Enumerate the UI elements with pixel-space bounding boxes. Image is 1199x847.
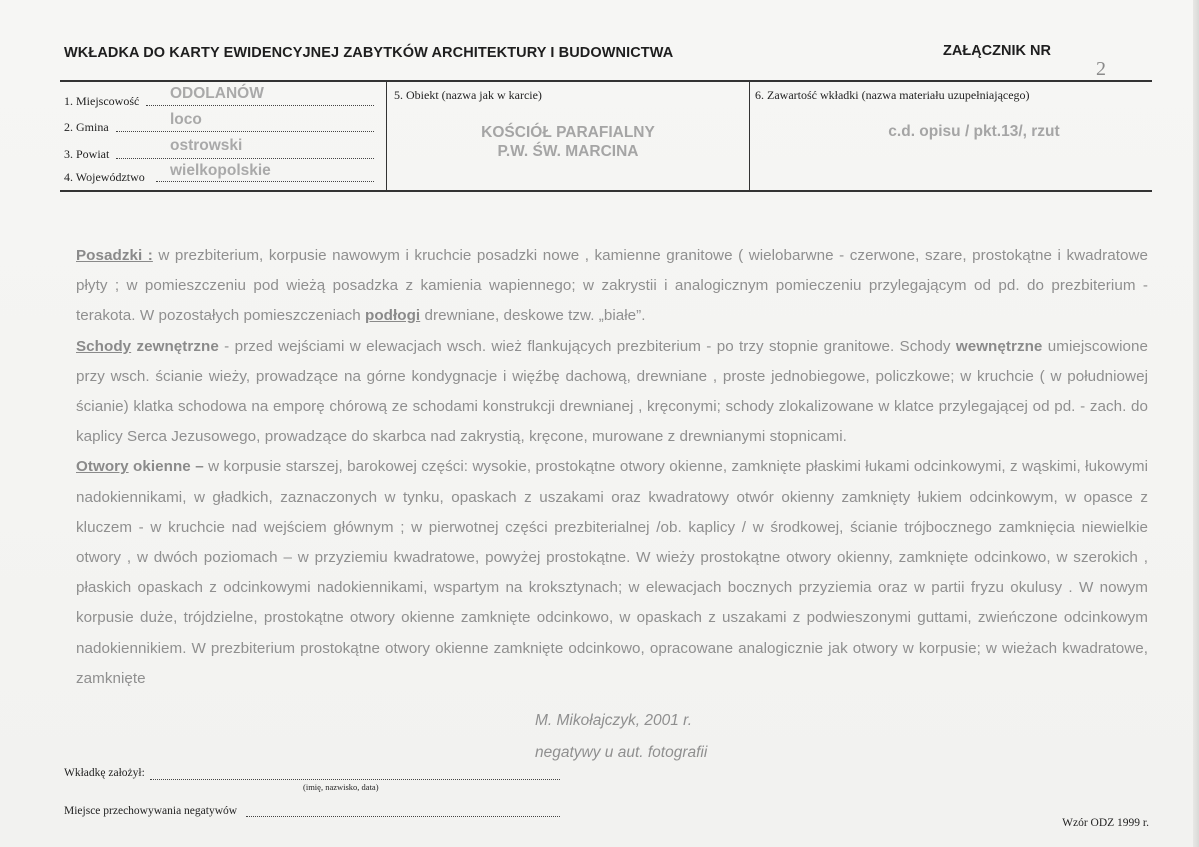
stairs-heading-underlined: Schody bbox=[76, 337, 132, 355]
negatives-storage-dots bbox=[246, 815, 560, 817]
locality-dots bbox=[146, 104, 374, 106]
stairs-heading-rest: zewnętrzne bbox=[131, 337, 219, 355]
voivodeship-field bbox=[64, 170, 145, 185]
locality-label: 1. Miejscowość bbox=[64, 94, 140, 108]
table-bottom-border bbox=[60, 190, 1152, 192]
created-by-dots bbox=[150, 778, 560, 780]
locality-value: ODOLANÓW bbox=[170, 85, 264, 102]
district-field bbox=[64, 147, 109, 162]
object-label: 5. Obiekt (nazwa jak w karcie) bbox=[394, 88, 542, 102]
floors-keyword: podłogi bbox=[365, 307, 421, 325]
windows-text: w korpusie starszej, barokowej części: wysokie, prostokątne otwory okienne, zamknięte płaskimi łukami odcinkowymi, z wąskimi, łukowymi nadokiennikami, w gładkich, zaznaczonych w tynku, opaskach z uszakami oraz kwadratowy otwór okienny zamknięty łukiem odcinkowym, w opasce z kluczem - w kruchcie nad wejściem głównym ; w pierwotnej części prezbiterialnej /ob. kaplicy / w środkowej, ścianie trójbocznego zamknięcia niewielkie otwory , w dwóch poziomach – w przyziemiu kwadratowe, powyżej prostokątne. W wieży prostokątne otwory okienny, zamknięte odcinkowo, w szerokich , płaskich opaskach z odcinkowymi nadokiennikami, wspartym na kroksztynach; w elewacjach bocznych przyziemia oraz w partii fryzu okulusy . W nowym korpusie duże, trójdzielne, prostokątne otwory okienne zamknięte odcinkowo, w opaskach z uszakami z podwieszonymi guttami, zwieńczone odcinkowym nadokiennikiem. W prezbiterium prostokątne otwory okienne zamknięte odcinkowo, opracowane analogicznie jak otwory w korpusie; w wieżach kwadratowe, zamknięte bbox=[76, 458, 1149, 687]
locality-field bbox=[64, 94, 139, 109]
voivodeship-label: 4. Województwo bbox=[64, 170, 145, 184]
content-value: c.d. opisu / pkt.13/, rzut bbox=[888, 123, 1060, 140]
form-model-id: Wzór ODZ 1999 r. bbox=[1062, 817, 1149, 829]
windows-heading-underlined: Otwory bbox=[76, 458, 129, 476]
commune-field bbox=[64, 120, 109, 135]
object-name-line-2: P.W. ŚW. MARCINA bbox=[497, 143, 639, 160]
stairs-inner-keyword: wewnętrzne bbox=[955, 337, 1043, 355]
author-signature: M. Mikołajczyk, 2001 r. bbox=[535, 712, 693, 729]
object-name-line-1: KOŚCIÓŁ PARAFIALNY bbox=[481, 124, 655, 141]
stairs-text-2: umiejscowione przy wsch. ścianie wieży, prowadzące na górne kondygnacje i więźbę dachową, drewniane , proste jednobiegowe, policzkowe; w kruchcie ( w południowej ścianie) klatka schodowa na emporę chórową ze schodami konstrukcji drewnianej , kręconymi; schody zlokalizowane w klatce przylegającej od pd. - zach. do kaplicy Serca Jezusowego, prowadzące do skarbca nad zakrystią, kręcone, murowane z drewnianymi stopnicami. bbox=[76, 337, 1148, 446]
district-value: ostrowski bbox=[170, 137, 243, 154]
commune-dots bbox=[116, 130, 374, 132]
object-name bbox=[387, 123, 749, 161]
district-label: 3. Powiat bbox=[64, 147, 110, 161]
annex-label: ZAŁĄCZNIK NR bbox=[943, 43, 1051, 59]
voivodeship-value: wielkopolskie bbox=[170, 162, 271, 179]
table-top-border bbox=[60, 80, 1152, 82]
floors-heading: Posadzki : bbox=[76, 247, 153, 264]
voivodeship-dots bbox=[156, 180, 374, 182]
created-by-label: Wkładkę założył: bbox=[64, 767, 145, 779]
stairs-text-1: - przed wejściami w elewacjach wsch. wież flankujących prezbiterium - po trzy stopnie granitowe. Schody bbox=[218, 337, 956, 355]
negatives-storage-label: Miejsce przechowywania negatywów bbox=[64, 805, 238, 817]
floors-text-2: drewniane, deskowe tzw. „białe”. bbox=[420, 307, 646, 325]
windows-heading-rest: okienne – bbox=[128, 458, 204, 476]
content-label: 6. Zawartość wkładki (nazwa materiału uzupełniającego) bbox=[755, 88, 1030, 102]
form-title: WKŁADKA DO KARTY EWIDENCYJNEJ ZABYTKÓW ARCHITEKTURY I BUDOWNICTWA bbox=[64, 45, 674, 61]
windows-paragraph bbox=[76, 452, 1148, 694]
description-body bbox=[76, 241, 1148, 694]
district-dots bbox=[116, 157, 374, 159]
created-by-sub: (imię, nazwisko, data) bbox=[303, 782, 379, 792]
annex-number: 2 bbox=[1096, 58, 1106, 80]
negatives-note: negatywy u aut. fotografii bbox=[535, 744, 708, 761]
commune-value: loco bbox=[170, 111, 202, 128]
commune-label: 2. Gmina bbox=[64, 120, 109, 134]
floors-text-1: w prezbiterium, korpusie nawowym i kruchcie posadzki nowe , kamienne granitowe ( wielobarwne - czerwone, szare, prostokątne i kwadratowe płyty ; w pomieszczeniu pod wieżą posadzka z kamienia wapiennego; w zakrystii i analogicznym pomieczeniu przylegającym od pd. do prezbiterium - terakota. W pozostałych pomieszczeniach bbox=[76, 247, 1148, 325]
stairs-paragraph bbox=[76, 332, 1148, 453]
floors-paragraph bbox=[76, 241, 1148, 332]
